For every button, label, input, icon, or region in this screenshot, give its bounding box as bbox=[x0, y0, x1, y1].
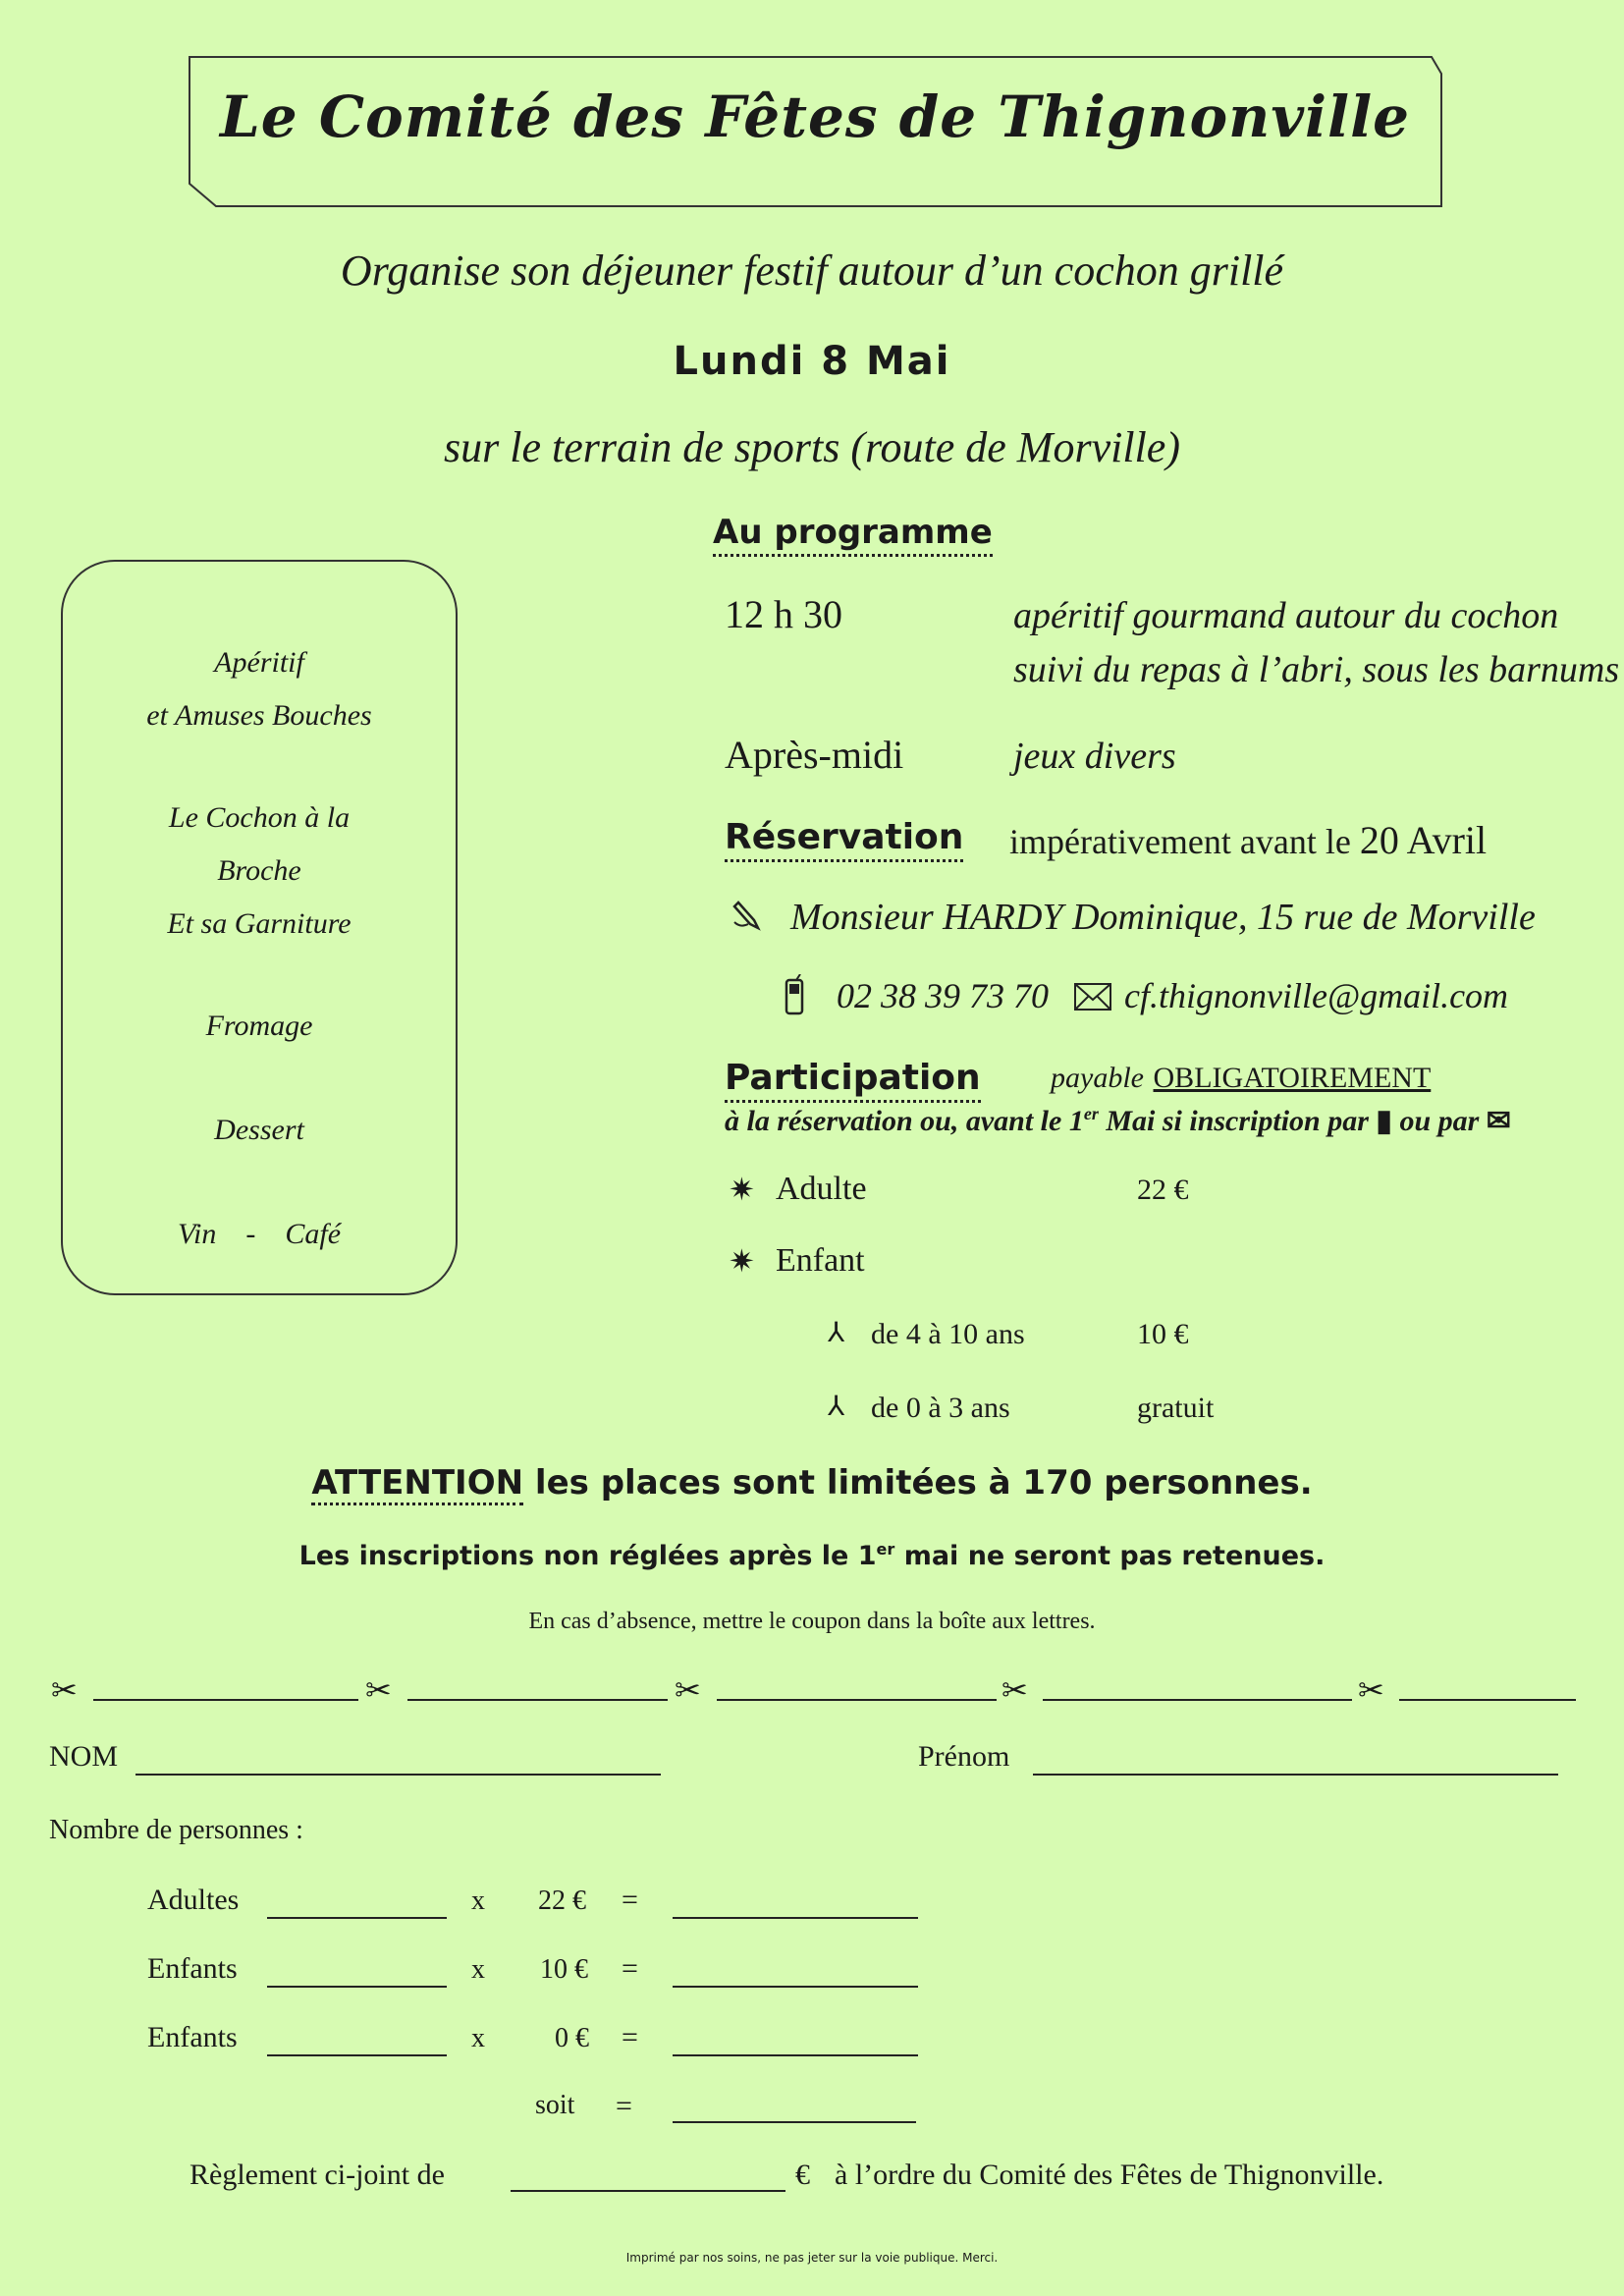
page-title: Le Comité des Fêtes de Thignonville bbox=[219, 83, 1411, 150]
quantity-field[interactable] bbox=[267, 1917, 447, 1919]
reservation-heading: Réservation bbox=[725, 817, 963, 862]
unit-price: 0 € bbox=[555, 2023, 589, 2053]
menu-item: Fromage bbox=[205, 1010, 313, 1042]
row-label: Adultes bbox=[147, 1884, 240, 1916]
scissors-icon: ✂ bbox=[51, 1671, 78, 1709]
arrow-icon: ⅄ bbox=[828, 1316, 845, 1348]
times-sign: x bbox=[471, 2023, 485, 2053]
soit-label: soit bbox=[535, 2090, 575, 2120]
cut-line bbox=[1043, 1699, 1352, 1701]
adult-price: 22 € bbox=[1137, 1174, 1189, 1206]
unit-price: 22 € bbox=[538, 1886, 586, 1916]
footer-note: Imprimé par nos soins, ne pas jeter sur la voie publique. Merci. bbox=[625, 2251, 999, 2265]
event-location: sur le terrain de sports (route de Morville) bbox=[444, 423, 1180, 471]
reservation-deadline: impérativement avant le 20 Avril bbox=[1009, 818, 1488, 862]
programme-time: 12 h 30 bbox=[725, 592, 842, 636]
menu-item: et Amuses Bouches bbox=[146, 699, 372, 732]
participation-heading: Participation bbox=[725, 1058, 981, 1103]
menu-list bbox=[61, 636, 458, 1261]
nom-label: NOM bbox=[49, 1740, 119, 1773]
quantity-field[interactable] bbox=[267, 2054, 447, 2056]
age-range: de 4 à 10 ans bbox=[871, 1318, 1025, 1350]
menu-item: Apéritif bbox=[214, 646, 304, 679]
nombre-label: Nombre de personnes : bbox=[49, 1815, 303, 1845]
programme-desc: apéritif gourmand autour du cochon bbox=[1013, 595, 1559, 636]
asterisk-icon: ✷ bbox=[729, 1171, 755, 1208]
age-price: 10 € bbox=[1137, 1318, 1189, 1350]
event-date: Lundi 8 Mai bbox=[673, 339, 951, 384]
menu-item: Le Cochon à la bbox=[168, 801, 351, 834]
equals-sign: = bbox=[622, 2021, 638, 2053]
contact-address: Monsieur HARDY Dominique, 15 rue de Morville bbox=[790, 897, 1536, 938]
subtotal-field[interactable] bbox=[673, 1917, 918, 1919]
payable-note: payable OBLIGATOIREMENT bbox=[1051, 1062, 1432, 1094]
cut-line bbox=[407, 1699, 668, 1701]
scissors-icon: ✂ bbox=[365, 1671, 392, 1709]
ordre-text: à l’ordre du Comité des Fêtes de Thignonville. bbox=[835, 2159, 1384, 2191]
cut-line bbox=[1399, 1699, 1576, 1701]
attention-line: ATTENTION les places sont limitées à 170 personnes. bbox=[0, 1463, 1624, 1503]
envelope-icon: ✉ bbox=[1486, 1105, 1511, 1137]
envelope-icon bbox=[1073, 982, 1112, 1011]
inscription-warning: Les inscriptions non réglées après le 1er mai ne seront pas retenues. bbox=[298, 1540, 1326, 1571]
subtotal-field[interactable] bbox=[673, 1986, 918, 1988]
absence-note: En cas d’absence, mettre le coupon dans la boîte aux lettres. bbox=[528, 1609, 1096, 1634]
cut-line bbox=[93, 1699, 358, 1701]
times-sign: x bbox=[471, 1954, 485, 1985]
menu-item: Broche bbox=[217, 854, 301, 887]
child-label: Enfant bbox=[776, 1242, 865, 1279]
prenom-label: Prénom bbox=[918, 1740, 1010, 1773]
total-field[interactable] bbox=[673, 2121, 916, 2123]
asterisk-icon: ✷ bbox=[729, 1242, 755, 1280]
programme-desc: jeux divers bbox=[1013, 736, 1176, 777]
adult-label: Adulte bbox=[776, 1171, 867, 1207]
equals-sign: = bbox=[616, 2090, 632, 2122]
times-sign: x bbox=[471, 1886, 485, 1916]
menu-item: Et sa Garniture bbox=[167, 907, 352, 940]
programme-heading: Au programme bbox=[713, 513, 993, 557]
age-price: gratuit bbox=[1137, 1392, 1215, 1424]
phone-number: 02 38 39 73 70 bbox=[837, 976, 1049, 1015]
pen-icon bbox=[731, 899, 764, 932]
equals-sign: = bbox=[622, 1952, 638, 1985]
amount-field[interactable] bbox=[511, 2190, 785, 2192]
prenom-field[interactable] bbox=[1033, 1774, 1558, 1776]
arrow-icon: ⅄ bbox=[828, 1390, 845, 1422]
cut-line bbox=[717, 1699, 997, 1701]
scissors-icon: ✂ bbox=[1001, 1671, 1028, 1709]
programme-time: Après-midi bbox=[725, 733, 904, 777]
scissors-icon: ✂ bbox=[1358, 1671, 1384, 1709]
programme-desc: suivi du repas à l’abri, sous les barnums bbox=[1013, 649, 1620, 690]
intro-line: Organise son déjeuner festif autour d’un cochon grillé bbox=[340, 246, 1284, 295]
equals-sign: = bbox=[622, 1884, 638, 1916]
reglement-label: Règlement ci-joint de bbox=[189, 2159, 445, 2191]
phone-icon bbox=[783, 974, 806, 1017]
scissors-icon: ✂ bbox=[675, 1671, 701, 1709]
subtotal-field[interactable] bbox=[673, 2054, 918, 2056]
age-range: de 0 à 3 ans bbox=[871, 1392, 1010, 1424]
nom-field[interactable] bbox=[135, 1774, 661, 1776]
row-label: Enfants bbox=[147, 2021, 238, 2053]
euro-sign: € bbox=[795, 2159, 810, 2191]
phone-icon: ▮ bbox=[1376, 1105, 1392, 1137]
email-address: cf.thignonville@gmail.com bbox=[1124, 976, 1509, 1015]
unit-price: 10 € bbox=[540, 1954, 588, 1985]
participation-note: à la réservation ou, avant le 1er Mai si inscription par ▮ ou par ✉ bbox=[725, 1104, 1511, 1137]
row-label: Enfants bbox=[147, 1952, 238, 1985]
quantity-field[interactable] bbox=[267, 1986, 447, 1988]
menu-item: Dessert bbox=[214, 1114, 304, 1146]
menu-item-wine-coffee: Vin - Café bbox=[177, 1218, 342, 1250]
